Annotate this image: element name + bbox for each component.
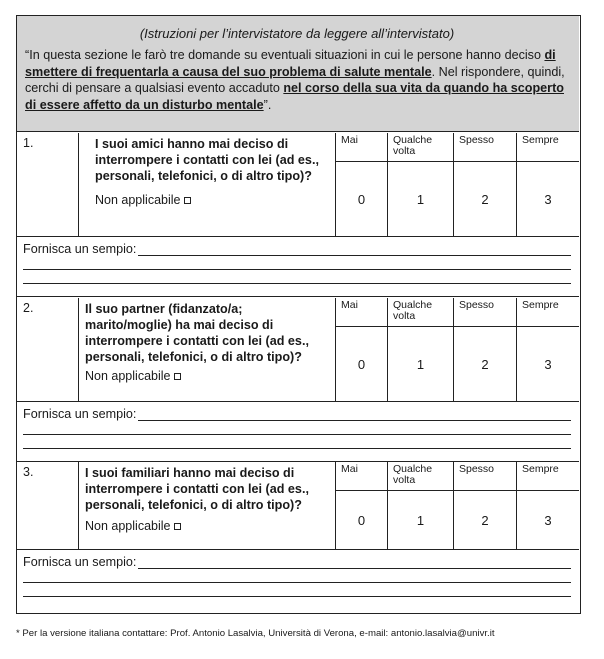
example-label: Fornisca un sempio:	[23, 555, 137, 569]
instructions-title: (Istruzioni per l’intervistatore da leggere all’intervistato)	[139, 26, 455, 41]
question-cell	[79, 298, 336, 401]
example-input-line[interactable]	[23, 256, 571, 270]
scale-option-0[interactable]: 0	[357, 356, 366, 372]
scale-column-qualche-volta	[388, 133, 454, 236]
scale-header: Mai	[336, 462, 387, 491]
example-input-line[interactable]	[23, 270, 571, 284]
question-text: I suoi amici hanno mai deciso di interrompere i contatti con lei (ad es., personali, telefonici, o di altro tipo)?	[95, 137, 319, 183]
scale-option-2[interactable]: 2	[481, 191, 489, 207]
example-section-1	[17, 236, 579, 297]
example-input-line[interactable]	[23, 583, 571, 597]
example-input-line[interactable]	[23, 435, 571, 449]
not-applicable-option[interactable]	[95, 193, 329, 207]
instructions-text-part: ”.	[263, 97, 272, 112]
example-input-line[interactable]	[23, 569, 571, 583]
question-text: I suoi familiari hanno mai deciso di interrompere i contatti con lei (ad es., personali, telefonici, o di altro tipo)?	[85, 466, 309, 512]
scale-column-sempre	[517, 133, 579, 236]
question-number: 2.	[17, 298, 79, 401]
scale-header: Spesso	[454, 462, 516, 491]
scale-header: Spesso	[454, 133, 516, 162]
example-label-row	[23, 407, 571, 421]
example-input-line[interactable]	[138, 409, 571, 421]
scale-option-2[interactable]: 2	[481, 512, 489, 528]
question-text: Il suo partner (fidanzato/a; marito/moglie) ha mai deciso di interrompere i contatti con lei (ad es., personali, telefonici, o di altro tipo)?	[85, 302, 309, 364]
scale-option-3[interactable]: 3	[544, 356, 552, 372]
example-input-line[interactable]	[23, 421, 571, 435]
scale-option-1[interactable]: 1	[416, 356, 425, 372]
instructions-text-part: . Nel rispondere, quindi, cerchi di pensare a qualsiasi evento accaduto	[25, 64, 565, 95]
scale-column-mai	[336, 462, 388, 549]
checkbox-icon[interactable]	[174, 523, 181, 530]
scale-column-qualche-volta	[388, 298, 454, 401]
example-label-row	[23, 555, 571, 569]
scale-column-spesso	[454, 298, 517, 401]
scale-option-0[interactable]: 0	[357, 191, 366, 207]
question-row-2	[17, 298, 579, 401]
scale-column-spesso	[454, 462, 517, 549]
question-row-3	[17, 462, 579, 549]
scale-column-sempre	[517, 298, 579, 401]
instructions-text	[25, 47, 569, 113]
scale-header: Qualche volta	[388, 133, 453, 162]
scale-option-0[interactable]: 0	[357, 512, 366, 528]
scale-column-sempre	[517, 462, 579, 549]
instructions-text-part: “In questa sezione le farò tre domande su eventuali situazioni in cui le persone hanno deciso	[25, 48, 545, 62]
checkbox-icon[interactable]	[174, 373, 181, 380]
example-input-line[interactable]	[138, 557, 571, 569]
question-cell	[79, 462, 336, 549]
example-section-2	[17, 401, 579, 462]
not-applicable-option[interactable]	[85, 519, 329, 533]
scale-header: Spesso	[454, 298, 516, 327]
scale-option-2[interactable]: 2	[481, 356, 489, 372]
scale-column-mai	[336, 298, 388, 401]
scale-option-3[interactable]: 3	[544, 512, 552, 528]
example-label: Fornisca un sempio:	[23, 242, 137, 256]
scale-column-spesso	[454, 133, 517, 236]
scale-option-3[interactable]: 3	[544, 191, 552, 207]
scale-header: Mai	[336, 298, 387, 327]
scale-header: Sempre	[517, 462, 579, 491]
example-label: Fornisca un sempio:	[23, 407, 137, 421]
scale-header: Sempre	[517, 133, 579, 162]
not-applicable-label: Non applicabile	[85, 519, 171, 533]
footnote: * Per la versione italiana contattare: Prof. Antonio Lasalvia, Università di Verona, e-mail: antonio.lasalvia@univr.it	[16, 628, 495, 639]
scale-option-1[interactable]: 1	[416, 512, 425, 528]
not-applicable-label: Non applicabile	[85, 369, 171, 383]
scale-header: Qualche volta	[388, 462, 453, 491]
instructions-box	[17, 16, 579, 132]
scale-option-1[interactable]: 1	[416, 191, 425, 207]
question-number: 3.	[17, 462, 79, 549]
scale-header: Sempre	[517, 298, 579, 327]
scale-column-mai	[336, 133, 388, 236]
not-applicable-option[interactable]	[85, 369, 329, 383]
question-cell	[79, 133, 336, 236]
scale-header: Mai	[336, 133, 387, 162]
questionnaire-frame	[16, 15, 581, 614]
not-applicable-label: Non applicabile	[95, 193, 181, 207]
scale-header: Qualche volta	[388, 298, 453, 327]
instructions-emphasis-2: nel corso della sua vita da quando ha scoperto di essere affetto da un disturbo mentale	[25, 81, 564, 112]
scale-column-qualche-volta	[388, 462, 454, 549]
example-label-row	[23, 242, 571, 256]
checkbox-icon[interactable]	[184, 197, 191, 204]
instructions-emphasis-1: di smettere di frequentarla a causa del suo problema di salute mentale	[25, 48, 556, 79]
example-section-3	[17, 549, 579, 613]
question-number: 1.	[17, 133, 79, 236]
question-row-1	[17, 133, 579, 236]
example-input-line[interactable]	[138, 244, 571, 256]
